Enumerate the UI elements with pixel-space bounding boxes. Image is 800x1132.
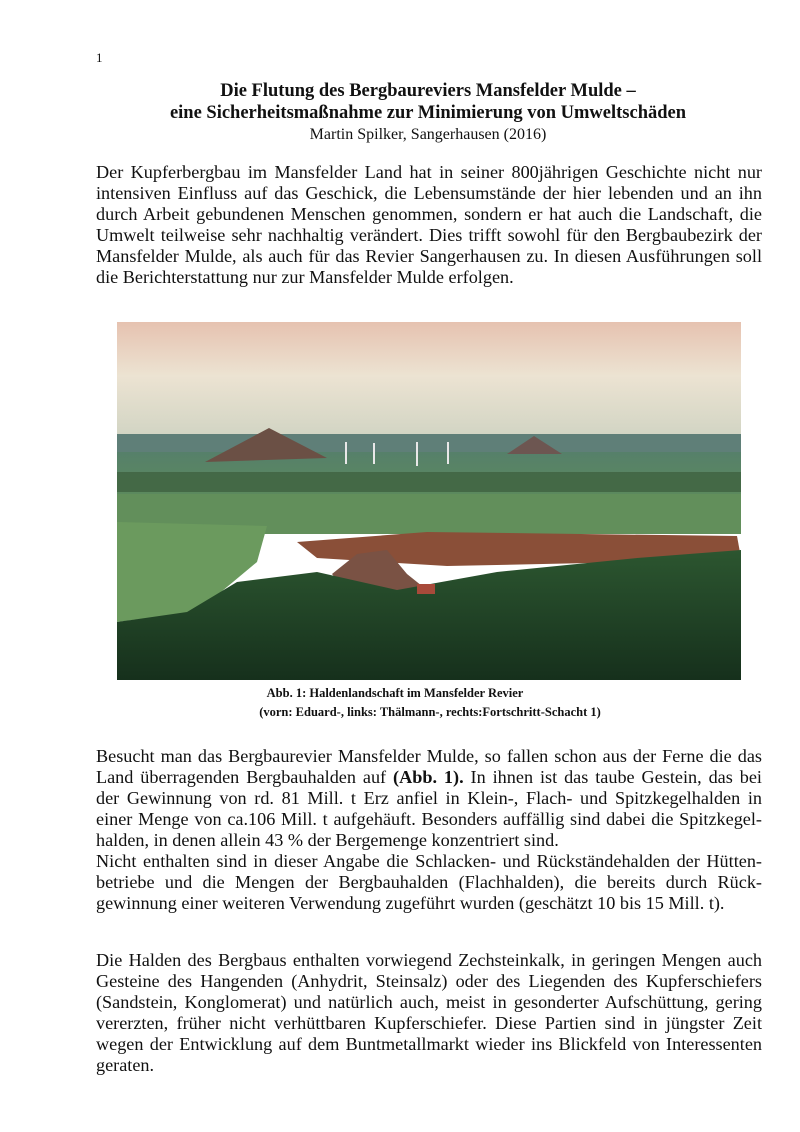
figure-caption bbox=[0, 684, 800, 722]
text-line: Der Kupferbergbau im Mansfelder Land hat in seiner 800jährigen Geschichte nicht nur bbox=[96, 162, 762, 182]
text-line: Gesteine des Hangenden (Anhydrit, Steinsalz) oder des Liegenden des Kupferschiefers bbox=[96, 971, 762, 991]
text-line: geraten. bbox=[96, 1055, 155, 1075]
caption-line-1: Abb. 1: Haldenlandschaft im Mansfelder Revier bbox=[266, 686, 524, 700]
paragraph-2 bbox=[96, 746, 762, 914]
paragraph-3 bbox=[96, 950, 762, 1076]
chimney bbox=[416, 442, 418, 466]
text-line: Besucht man das Bergbaurevier Mansfelder Mulde, so fallen schon aus der Ferne die das bbox=[96, 746, 762, 766]
page-number: 1 bbox=[96, 50, 103, 65]
text-line: intensiven Einfluss auf das Geschick, die Lebensumstände der hier lebenden und an ihn bbox=[96, 183, 762, 203]
text-line bbox=[96, 767, 762, 788]
text-line: wegen der Entwicklung auf dem Buntmetallmarkt wieder ins Blickfeld von Interessenten bbox=[96, 1034, 762, 1054]
village-strip bbox=[117, 472, 741, 492]
intro-paragraph bbox=[96, 162, 762, 288]
text-line: einer Menge von ca.106 Mill. t aufgehäuft. Besonders auffällig sind dabei die Spitzkegel- bbox=[96, 809, 762, 829]
figure-reference: (Abb. 1). bbox=[393, 767, 464, 787]
document-title bbox=[0, 80, 800, 124]
landscape-photo bbox=[117, 322, 741, 680]
text-line: Nicht enthalten sind in dieser Angabe die Schlacken- und Rückständehalden der Hütten- bbox=[96, 851, 762, 871]
chimney bbox=[345, 442, 347, 464]
sky bbox=[117, 322, 741, 442]
text-line: Umwelt teilweise sehr nachhaltig verändert. Dies trifft sowohl für den Bergbaubezirk der bbox=[96, 225, 762, 245]
red-roof-house bbox=[417, 584, 435, 594]
text-line: gewinnung einer weiteren Verwendung zugeführt wurden (geschätzt 10 bis 15 Mill. t). bbox=[96, 893, 725, 913]
text-line: die Berichterstattung nur zur Mansfelder Mulde erfolgen. bbox=[96, 267, 514, 287]
text-fragment: Land überragenden Bergbauhalden auf bbox=[96, 767, 394, 787]
text-fragment: In ihnen ist das taube Gestein, das bei bbox=[463, 767, 762, 787]
text-line: Die Halden des Bergbaus enthalten vorwiegend Zechsteinkalk, in geringen Mengen auch bbox=[96, 950, 762, 970]
text-line: durch Arbeit gebundenen Menschen genommen, sondern er hat auch die Landschaft, die bbox=[96, 204, 762, 224]
chimney bbox=[373, 443, 375, 464]
text-line: (Sandstein, Konglomerat) und natürlich auch, meist in gesonderter Aufschüttung, gering bbox=[96, 992, 762, 1012]
text-line: Mansfelder Mulde, als auch für das Revier Sangerhausen zu. In diesen Ausführungen soll bbox=[96, 246, 762, 266]
title-line-2: eine Sicherheitsmaßnahme zur Minimierung von Umweltschäden bbox=[169, 103, 687, 123]
chimney bbox=[447, 442, 449, 464]
text-line: betriebe und die Mengen der Bergbauhalden (Flachhalden), die bereits durch Rück- bbox=[96, 872, 762, 892]
author-line: Martin Spilker, Sangerhausen (2016) bbox=[309, 126, 547, 143]
text-line: der Gewinnung von rd. 81 Mill. t Erz anfiel in Klein-, Flach- und Spitzkegelhalden in bbox=[96, 788, 762, 808]
text-line: halden, in denen allein 43 % der Bergemenge konzentriert sind. bbox=[96, 830, 559, 850]
text-line: vererzten, früher nicht verhüttbaren Kupferschiefer. Diese Partien sind in jüngster Zeit bbox=[96, 1013, 762, 1033]
landscape-photo-drawing bbox=[117, 322, 741, 680]
caption-line-2: (vorn: Eduard-, links: Thälmann-, rechts:Fortschritt-Schacht 1) bbox=[259, 705, 601, 719]
title-line-1: Die Flutung des Bergbaureviers Mansfelder Mulde – bbox=[220, 81, 636, 101]
